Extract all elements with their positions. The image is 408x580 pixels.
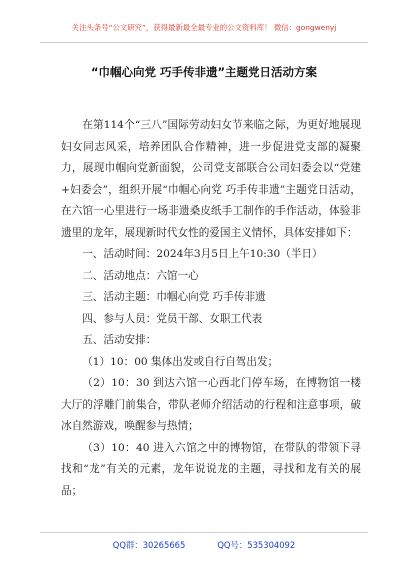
qq-number-text: QQ号：535304092: [217, 540, 296, 550]
header-divider: [40, 42, 368, 43]
schedule-step-1: （1）10：00 集体出发或自行自驾出发；: [82, 355, 279, 368]
item-arrangement: 五、活动安排：: [82, 334, 157, 346]
header-notice: 关注头条号“公文研究”，获得最新最全最专业的公文资料库！ 微信：gongwenyj: [71, 23, 337, 32]
item-time: 一、活动时间：2024年3月5日上午10:30（半日）: [82, 248, 323, 260]
document-title: “巾帼心向党 巧手传非遗”主题党日活动方案: [90, 65, 318, 79]
item-theme: 三、活动主题：巾帼心向党 巧手传非遗: [82, 291, 266, 303]
item-participants: 四、参与人员：党员干部、女职工代表: [82, 312, 263, 325]
footer-contact: [0, 539, 408, 551]
qq-group-text: QQ群：30265665: [112, 540, 186, 550]
footer-divider: [40, 532, 368, 533]
item-location: 二、活动地点：六馆一心: [82, 269, 199, 282]
schedule-step-3: （3）10：40 进入六馆之中的博物馆，在带队的带领下寻找和“龙”有关的元素，龙年说说龙的主题，寻找和龙有关的展品；: [61, 441, 361, 497]
schedule-step-2: （2）10：30 到达六馆一心西北门停车场，在博物馆一楼大厅的浮雕门前集合，带队老师介绍活动的行程和注意事项，破冰自然游戏，唤醒参与热情；: [61, 377, 361, 432]
document-body: [61, 115, 361, 502]
intro-paragraph: 在第114个“三八”国际劳动妇女节来临之际，为更好地展现妇女同志风采，培养团队合作精神，进一步促进党支部的凝聚力，展现巾帼向党新面貌，公司党支部联合公司妇委会以“党建+妇委会”，组织开展“巾帼心向党 巧手传非遗”主题党日活动，在六馆一心里进行一场非遗桑皮纸手工制作的手作活动，体验非遗里的龙年，展现新时代女性的爱国主义情怀，具体安排如下：: [61, 119, 361, 239]
